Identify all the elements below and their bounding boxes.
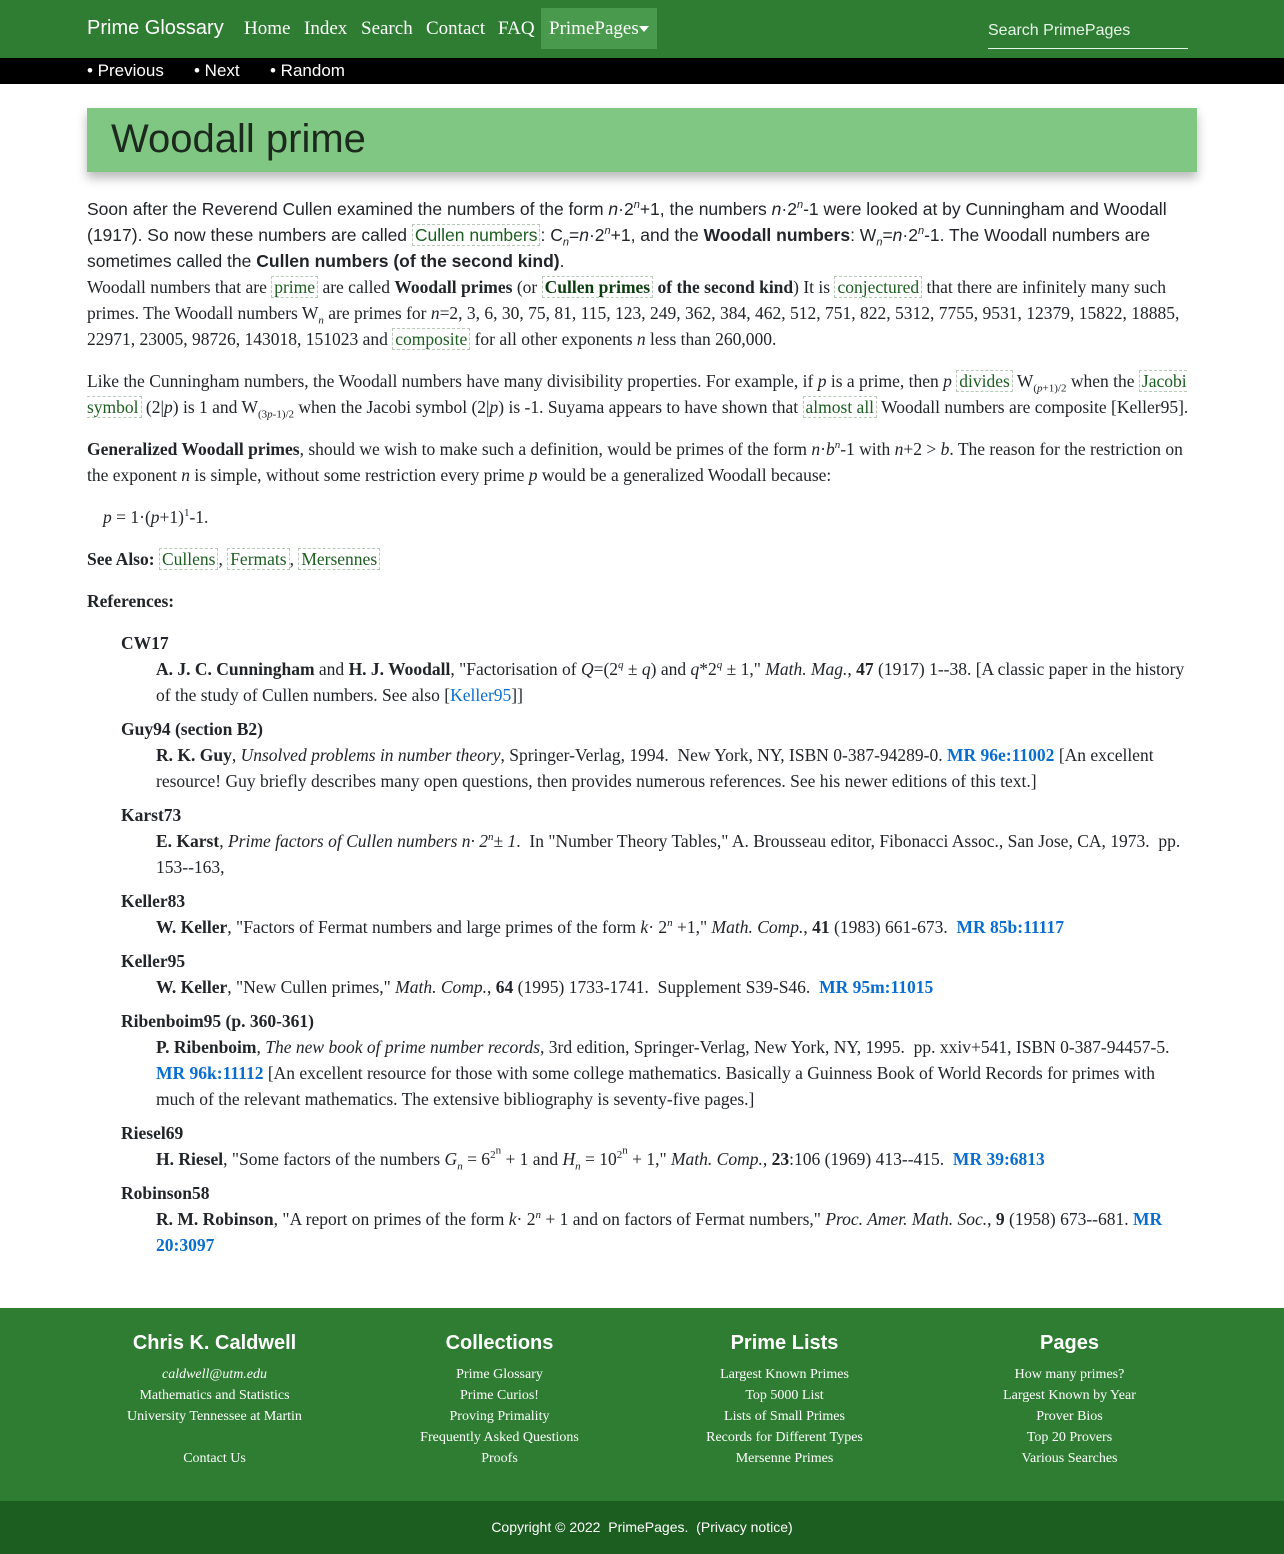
brand-link[interactable]: Prime Glossary [87, 17, 224, 39]
footer-link[interactable]: Lists of Small Primes [724, 1409, 845, 1424]
ref-keller95: W. Keller, "New Cullen primes," Math. Comp., 64 (1995) 1733-1741. Supplement S39-S46. MR 95m:11015 [156, 977, 934, 997]
ref-robinson58: R. M. Robinson, "A report on primes of the form $k\cdot 2^n + 1$ and on factors of Fermat numbers," Proc. Amer. Math. Soc., 9 (1958) 673--681. MR 20:3097 [156, 1209, 1163, 1255]
mr-96k11112-link[interactable]: MR 96k:11112 [156, 1063, 264, 1083]
mr-96e11002-link[interactable]: MR 96e:11002 [947, 745, 1055, 765]
nav-primepages-dropdown[interactable] [541, 8, 657, 49]
jacobi-symbol-link[interactable]: Jacobi symbol [87, 371, 1187, 417]
random-link[interactable]: • Random [270, 61, 345, 80]
copyright-bar: Copyright © 2022 PrimePages. (Privacy notice) [0, 1501, 1284, 1554]
ref-karst73-tag: Karst73 [121, 805, 182, 825]
mersennes-link[interactable]: Mersennes [298, 548, 380, 570]
footer-link[interactable]: Prime Glossary [456, 1367, 543, 1382]
cullens-link[interactable]: Cullens [159, 548, 218, 570]
footer-prime-lists-title: Prime Lists [730, 1332, 839, 1354]
footer-pages-title: Pages [1040, 1332, 1099, 1354]
ref-riesel69-tag: Riesel69 [121, 1123, 184, 1143]
ref-robinson58-tag: Robinson58 [121, 1183, 210, 1203]
privacy-notice-link[interactable]: Privacy notice [700, 1519, 789, 1535]
page-title: Woodall prime [111, 117, 366, 161]
references-heading: References: [87, 591, 175, 611]
footer-pages-column [927, 1332, 1212, 1469]
cullen-numbers-link[interactable]: Cullen numbers [412, 224, 541, 246]
mr-85b11117-link[interactable]: MR 85b:11117 [956, 917, 1064, 937]
footer-prime-lists-column [642, 1332, 927, 1469]
footer-link[interactable]: Largest Known by Year [1003, 1388, 1136, 1403]
caret-down-icon [639, 26, 649, 32]
dropdown-label: PrimePages [549, 18, 639, 39]
ref-guy94-tag: Guy94 (section B2) [121, 719, 263, 739]
mr-203097-link[interactable]: MR 20:3097 [156, 1209, 1163, 1255]
intro-paragraph: Soon after the Reverend Cullen examined the numbers of the form $n\cdot 2^n+1$, the numbers $n\cdot 2^n-1$ were looked at by Cunningham and Woodall (1917). So now these numbers are called Cullen numbers : $C_n=n\cdot 2^n+1$, and the Woodall numbers: $W_n=n\cdot 2^n-1$. The Woodall numbers are sometimes called the Cullen numbers (of the second kind). [87, 199, 1167, 271]
divisibility-paragraph: Like the Cunningham numbers, the Woodall numbers have many divisibility properties. For example, if p is a prime, then p divides $W_{(p+1)/2}$ when the Jacobi symbol (2|p) is 1 and $W_{(3p-1)/2}$ when the Jacobi symbol (2|p) is -1. Suyama appears to have shown that almost all Woodall numbers are composite [Keller95]. [87, 371, 1189, 421]
subnav-bar [0, 58, 1284, 84]
ref-karst73: E. Karst, Prime factors of Cullen numbers $n\cdot 2^n\pm 1$. In "Number Theory Tables," A. Brousseau editor, Fibonacci Assoc., San Jose, CA, 1973. pp. 153--163, [156, 831, 1181, 877]
footer-link[interactable]: Various Searches [1021, 1451, 1118, 1466]
ref-keller95-tag: Keller95 [121, 951, 186, 971]
cullen-primes-link[interactable]: Cullen primes [542, 276, 654, 298]
nav-faq[interactable]: FAQ [498, 18, 535, 39]
nav-index[interactable]: Index [304, 18, 348, 39]
search-input[interactable] [988, 14, 1188, 49]
woodall-primes-paragraph: Woodall numbers that are prime are called Woodall primes (or Cullen primes of the second kind) It is conjectured that there are infinitely many such primes. The Woodall numbers $W_n$ are primes for n=2, 3, 6, 30, 75, 81, 115, 123, 249, 362, 384, 462, 512, 751, 822, 5312, 7755, 9531, 12379, 15822, 18885, 22971, 23005, 98726, 143018, 151023 and composite for all other exponents n less than 260,000. [87, 277, 1180, 349]
reference-list [87, 630, 1197, 1258]
almost-all-link[interactable]: almost all [803, 396, 878, 418]
footer-link[interactable]: Records for Different Types [706, 1430, 863, 1445]
footer-collections-column [357, 1332, 642, 1469]
footer-link[interactable]: Mersenne Primes [735, 1451, 834, 1466]
prime-link[interactable]: prime [271, 276, 318, 298]
ref-riesel69: H. Riesel, "Some factors of the numbers $G_n = 6^{2^n} + 1$ and $H_n = 10^{2^n} + 1$," Math. Comp., 23:106 (1969) 413--415. MR 39:6813 [156, 1144, 1045, 1173]
footer-link[interactable]: Top 20 Provers [1026, 1430, 1113, 1445]
ref-cw17: A. J. C. Cunningham and H. J. Woodall, "Factorisation of $Q=(2^q \pm q)$ and $q*2^q \pm 1$," Math. Mag., 47 (1917) 1--38. [A classic paper in the history of the study of Cullen numbers. See also [Keller95]] [156, 659, 1185, 705]
nav-contact[interactable]: Contact [426, 18, 486, 39]
fermats-link[interactable]: Fermats [227, 548, 289, 570]
ref-ribenboim95-tag: Ribenboim95 (p. 360-361) [121, 1011, 314, 1031]
see-also: See Also: Cullens , Fermats , Mersennes [87, 546, 1197, 572]
nav-home[interactable]: Home [244, 18, 291, 39]
ref-keller83: W. Keller, "Factors of Fermat numbers and large primes of the form $k\cdot 2^n +1$," Math. Comp., 41 (1983) 661-673. MR 85b:11117 [156, 917, 1064, 937]
footer-univ: University Tennessee at Martin [127, 1409, 302, 1424]
footer-link[interactable]: Prover Bios [1036, 1409, 1103, 1424]
next-link[interactable]: • Next [194, 61, 240, 80]
generalized-paragraph: Generalized Woodall primes, should we wish to make such a definition, would be primes of the form $n\cdot b^n-1$ with n+2 > b. The reason for the restriction on the exponent n is simple, without some restriction every prime p would be a generalized Woodall because: [87, 439, 1183, 485]
ref-keller83-tag: Keller83 [121, 891, 186, 911]
footer-link[interactable]: Top 5000 List [745, 1388, 824, 1403]
mr-95m11015-link[interactable]: MR 95m:11015 [819, 977, 934, 997]
footer-link[interactable]: Frequently Asked Questions [420, 1430, 579, 1445]
footer-author-column [72, 1332, 357, 1469]
footer-author-title: Chris K. Caldwell [132, 1332, 297, 1354]
nav-search[interactable]: Search [361, 18, 413, 39]
conjectured-link[interactable]: conjectured [834, 276, 922, 298]
copyright-text: Copyright © 2022 [491, 1519, 601, 1535]
footer-link[interactable]: Proving Primality [449, 1409, 550, 1424]
formula: $p = 1\cdot(p+1)^1-1$. [103, 507, 209, 527]
footer-email-link[interactable]: caldwell@utm.edu [161, 1367, 268, 1382]
ref-ribenboim95: P. Ribenboim, The new book of prime number records, 3rd edition, Springer-Verlag, New York, NY, 1995. pp. xxiv+541, ISBN 0-387-94457-5. MR 96k:11112 [An excellent resource for those with some college mathematics. Basically a Guinness Book of World Records for primes with much of the relevant mathematics. The extensive bibliography is seventy-five pages.] [156, 1037, 1170, 1109]
ref-guy94: R. K. Guy, Unsolved problems in number theory, Springer-Verlag, 1994. New York, NY, ISBN 0-387-94289-0. MR 96e:11002 [An excellent resource! Guy briefly describes many open questions, then provides numerous references. See his newer editions of this text.] [156, 745, 1154, 791]
keller95-link[interactable]: Keller95 [450, 685, 512, 705]
footer-dept: Mathematics and Statistics [139, 1388, 290, 1403]
composite-link[interactable]: composite [392, 328, 470, 350]
footer-link[interactable]: How many primes? [1014, 1367, 1125, 1382]
article-content [87, 196, 1197, 1258]
ref-cw17-tag: CW17 [121, 633, 169, 653]
divides-link[interactable]: divides [956, 370, 1013, 392]
footer-contact-link[interactable]: Contact Us [183, 1451, 246, 1466]
footer-link[interactable]: Prime Curios! [460, 1388, 539, 1403]
top-navbar [0, 0, 1284, 58]
mr-396813-link[interactable]: MR 39:6813 [952, 1149, 1045, 1169]
title-banner [87, 108, 1197, 172]
footer-link[interactable]: Proofs [481, 1451, 518, 1466]
previous-link[interactable]: • Previous [87, 61, 164, 80]
footer [0, 1308, 1284, 1501]
footer-link[interactable]: Largest Known Primes [720, 1367, 849, 1382]
footer-collections-title: Collections [445, 1332, 554, 1354]
primepages-link[interactable]: PrimePages [608, 1519, 685, 1535]
